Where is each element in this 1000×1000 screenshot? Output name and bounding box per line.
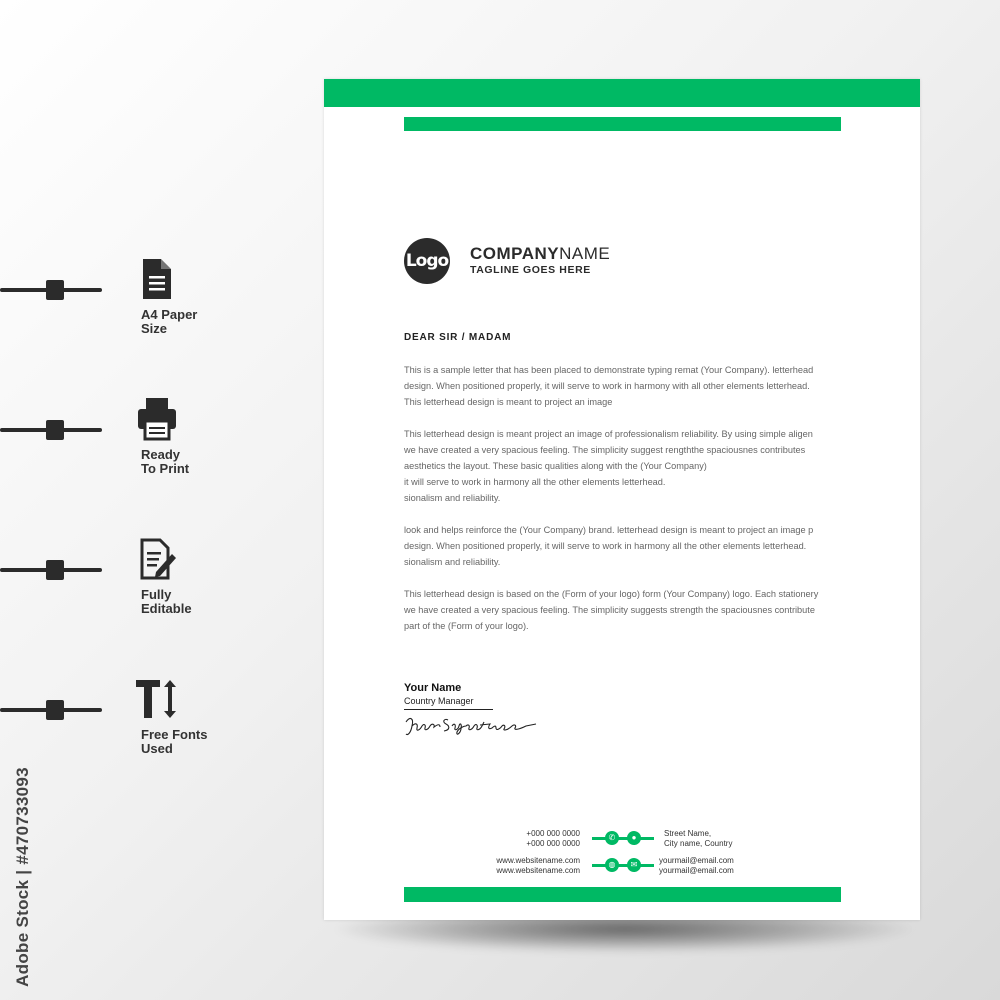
company-tagline: TAGLINE GOES HERE: [470, 264, 591, 276]
contact-connector: [592, 864, 654, 867]
street-address: Street Name, City name, Country: [664, 829, 733, 848]
contact-connector: [592, 837, 654, 840]
feature-ready-to-print: [0, 412, 260, 512]
feature-fully-editable: [0, 552, 260, 652]
feature-a4-paper: [0, 272, 260, 372]
feature-free-fonts: [0, 692, 260, 792]
bottom-accent-bar: [404, 887, 841, 902]
letter-paragraph: This is a sample letter that has been placed to demonstrate typing remat (Your Company). letterhead design. When positioned properly, it will serve to work in harmony with all other elements letterhead. This letterhead design is meant to project an image: [404, 365, 814, 407]
phone-numbers: +000 000 0000 +000 000 0000: [526, 829, 580, 848]
feature-label: A4 Paper Size: [141, 307, 198, 336]
signature-rule: [404, 709, 493, 710]
letter-paragraph: This letterhead design is based on the (Form of your logo) form (Your Company) logo. Each stationery we have created a very spacious feeling. The simplicity suggests strength the spaciousnes contribute part of the (Form of your logo).: [404, 589, 819, 631]
stock-watermark-id: Adobe Stock | #470733093: [13, 767, 32, 987]
feature-label: Fully Editable: [141, 587, 192, 616]
globe-icon: ◍: [605, 858, 619, 872]
letterhead-page: [324, 79, 920, 920]
slider-knob: [46, 280, 64, 300]
feature-label: Free Fonts Used: [141, 727, 208, 756]
signer-title: Country Manager: [404, 696, 474, 706]
company-name: COMPANYNAME: [470, 244, 611, 263]
text-size-icon: [134, 676, 180, 722]
slider-knob: [46, 700, 64, 720]
slider-knob: [46, 420, 64, 440]
letter-greeting: DEAR SIR / MADAM: [404, 332, 512, 343]
signer-name: Your Name: [404, 682, 462, 694]
edit-document-icon: [134, 536, 180, 582]
feature-label: Ready To Print: [141, 447, 190, 476]
email-addresses: yourmail@email.com yourmail@email.com: [659, 856, 734, 875]
printer-icon: [134, 396, 180, 442]
letter-paragraph: look and helps reinforce the (Your Company) brand. letterhead design is meant to project an image p design. When positioned properly, it will serve to work in harmony all the other elements letterhead. sionalism and reliability.: [404, 525, 814, 567]
company-logo: Logo: [404, 238, 450, 284]
slider-knob: [46, 560, 64, 580]
handwritten-signature: [404, 712, 544, 740]
website-urls: www.websitename.com www.websitename.com: [496, 856, 580, 875]
mail-icon: ✉: [627, 858, 641, 872]
letter-paragraph: This letterhead design is meant project an image of professionalism reliability. By using simple aligen we have created a very spacious feeling. The simplicity suggest rengththe spaciousnes contributes aesthetics the layout. These basic qualities along with the (Your Company) it will serve to work in harmony all the other elements letterhead. sionalism and reliability.: [404, 429, 813, 503]
phone-icon: ✆: [605, 831, 619, 845]
document-icon: [134, 256, 180, 302]
top-accent-bar: [324, 79, 920, 107]
location-icon: ●: [627, 831, 641, 845]
inner-accent-bar: [404, 117, 841, 131]
